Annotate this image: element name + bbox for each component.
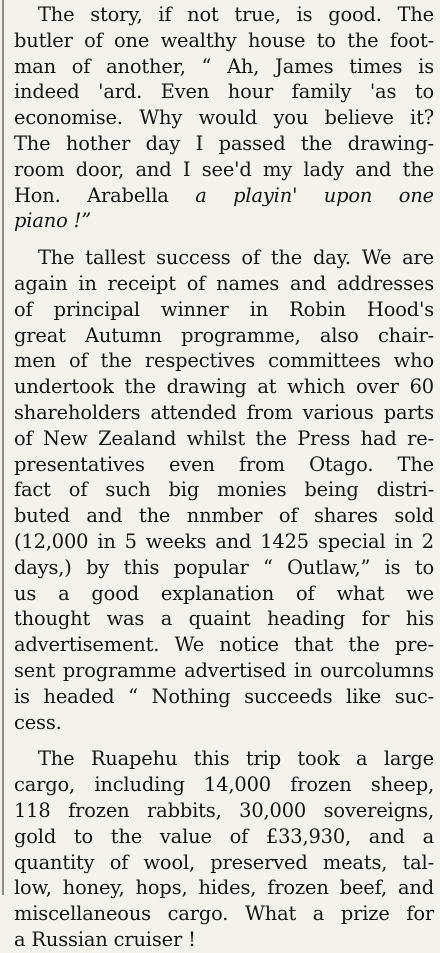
text-line: presentatives even from Otago. The (14, 452, 434, 476)
text-line: buted and the nnmber of shares sold (14, 504, 434, 528)
text-line: of principal winner in Robin Hood's (14, 297, 434, 321)
paragraph-success (14, 245, 434, 735)
text-fragment: Hon. Arabella (14, 183, 196, 207)
text-line: cess. (14, 710, 62, 734)
text-line: butler of one wealthy house to the foot- (14, 28, 434, 52)
text-line (14, 183, 434, 209)
text-line: economise. Why would you believe it? (14, 106, 434, 130)
text-line: The Ruapehu this trip took a large (38, 747, 434, 771)
text-line: days,) by this popular “ Outlaw,” is to (14, 555, 434, 579)
text-line: indeed 'ard. Even hour family 'as to (14, 80, 434, 104)
text-line: advertisement. We notice that the pre- (14, 633, 434, 657)
text-line: of New Zealand whilst the Press had re- (14, 426, 434, 450)
text-line: man of another, “ Ah, James times is (14, 54, 434, 78)
text-line: room door, and I see'd my lady and the (14, 157, 434, 181)
text-line: miscellaneous cargo. What a prize for (14, 902, 434, 926)
text-line: quantity of wool, preserved meats, tal- (14, 850, 434, 874)
text-line: gold to the value of £33,930, and a (14, 824, 434, 848)
text-line: shareholders attended from various parts (14, 400, 434, 424)
text-line: (12,000 in 5 weeks and 1425 special in 2 (14, 529, 434, 553)
text-line: undertook the drawing at which over 60 (14, 375, 434, 399)
text-line: cargo, including 14,000 frozen sheep, (14, 773, 434, 797)
text-line: is headed “ Nothing succeeds like suc- (14, 684, 434, 708)
text-line: 118 frozen rabbits, 30,000 sovereigns, (14, 798, 434, 822)
text-line: a Russian cruiser ! (14, 927, 196, 951)
text-line: sent programme advertised in ourcolumns (14, 658, 434, 682)
text-line: The story, if not true, is good. The (38, 3, 434, 26)
text-line: again in receipt of names and addresses (14, 271, 434, 295)
text-line (14, 208, 434, 234)
text-line: The tallest success of the day. We are (38, 246, 434, 270)
text-line: men of the respectives committees who (14, 349, 434, 373)
text-line: great Autumn programme, also chair- (14, 323, 434, 347)
paragraph-story (14, 2, 434, 234)
text-line: low, honey, hops, hides, frozen beef, and (14, 876, 434, 900)
italic-fragment: piano !” (14, 209, 92, 233)
text-line: us a good explanation of what we (14, 581, 434, 605)
paragraph-ruapehu (14, 746, 434, 952)
text-line: The hother day I passed the drawing- (14, 131, 434, 155)
italic-fragment: a playin' upon one (195, 183, 434, 207)
text-line: fact of such big monies being distri- (14, 478, 434, 502)
text-line: thought was a quaint heading for his (14, 607, 434, 631)
